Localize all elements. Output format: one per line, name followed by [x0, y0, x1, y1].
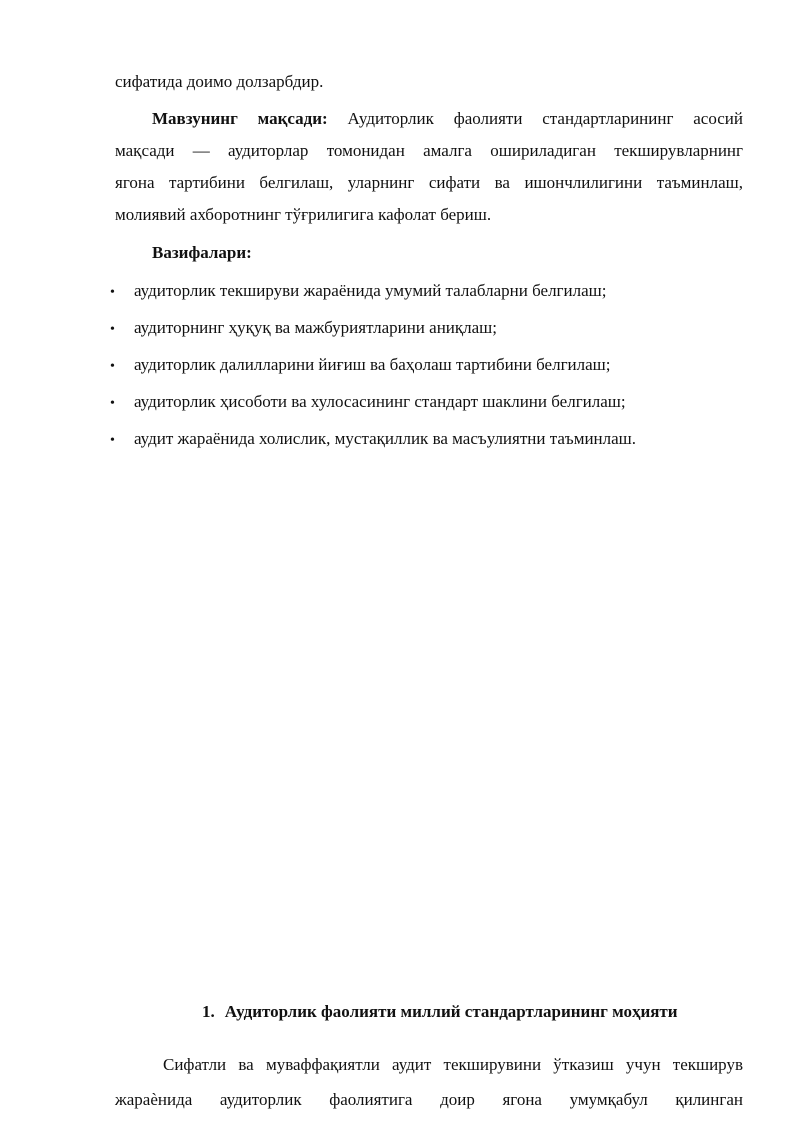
section-title: Аудиторлик фаолияти миллий стандартларининг моҳияти	[224, 1002, 678, 1021]
bullet-icon: •	[110, 359, 115, 374]
task-list-item	[110, 355, 750, 377]
task-list-item	[110, 429, 750, 451]
task-list-item	[110, 318, 750, 340]
tasks-label: Вазифалари:	[152, 243, 252, 262]
section-number: 1.	[202, 1002, 215, 1021]
task-text: аудиторлик ҳисоботи ва хулосасининг стандарт шаклини белгилаш;	[134, 392, 626, 411]
bullet-icon: •	[110, 396, 115, 411]
section-paragraph-line-2: жараѐнида аудиторлик фаолиятига доир ягона умумқабул қилинган	[115, 1090, 743, 1109]
task-list-item	[110, 392, 750, 414]
goal-paragraph-line-1	[115, 109, 743, 129]
bullet-icon: •	[110, 285, 115, 300]
intro-tail-line: сифатида доимо долзарбдир.	[115, 72, 324, 91]
bullet-icon: •	[110, 322, 115, 337]
task-text: аудит жараёнида холислик, мустақиллик ва масъулиятни таъминлаш.	[134, 429, 637, 448]
task-list-item	[110, 281, 750, 303]
task-text: аудиторлик текшируви жараёнида умумий талабларни белгилаш;	[134, 281, 607, 300]
goal-label: Мавзунинг мақсади:	[152, 109, 328, 128]
goal-paragraph-line-3: ягона тартибини белгилаш, уларнинг сифати ва ишончлилигини таъминлаш,	[115, 173, 743, 192]
goal-paragraph-line-4: молиявий ахборотнинг тўғрилигига кафолат бериш.	[115, 205, 492, 224]
task-text: аудиторнинг ҳуқуқ ва мажбуриятларини аниқлаш;	[134, 318, 497, 337]
task-text: аудиторлик далилларини йиғиш ва баҳолаш тартибини белгилаш;	[134, 355, 611, 374]
section-paragraph-line-1	[115, 1055, 743, 1075]
section-text-1: Сифатли ва муваффақиятли аудит текширувини ўтказиш учун текширув	[163, 1055, 743, 1074]
goal-text-1: Аудиторлик фаолияти стандартларининг асосий	[347, 109, 743, 128]
section-heading	[202, 1002, 678, 1022]
goal-paragraph-line-2: мақсади — аудиторлар томонидан амалга ошириладиган текширувларнинг	[115, 141, 743, 160]
bullet-icon: •	[110, 433, 115, 448]
